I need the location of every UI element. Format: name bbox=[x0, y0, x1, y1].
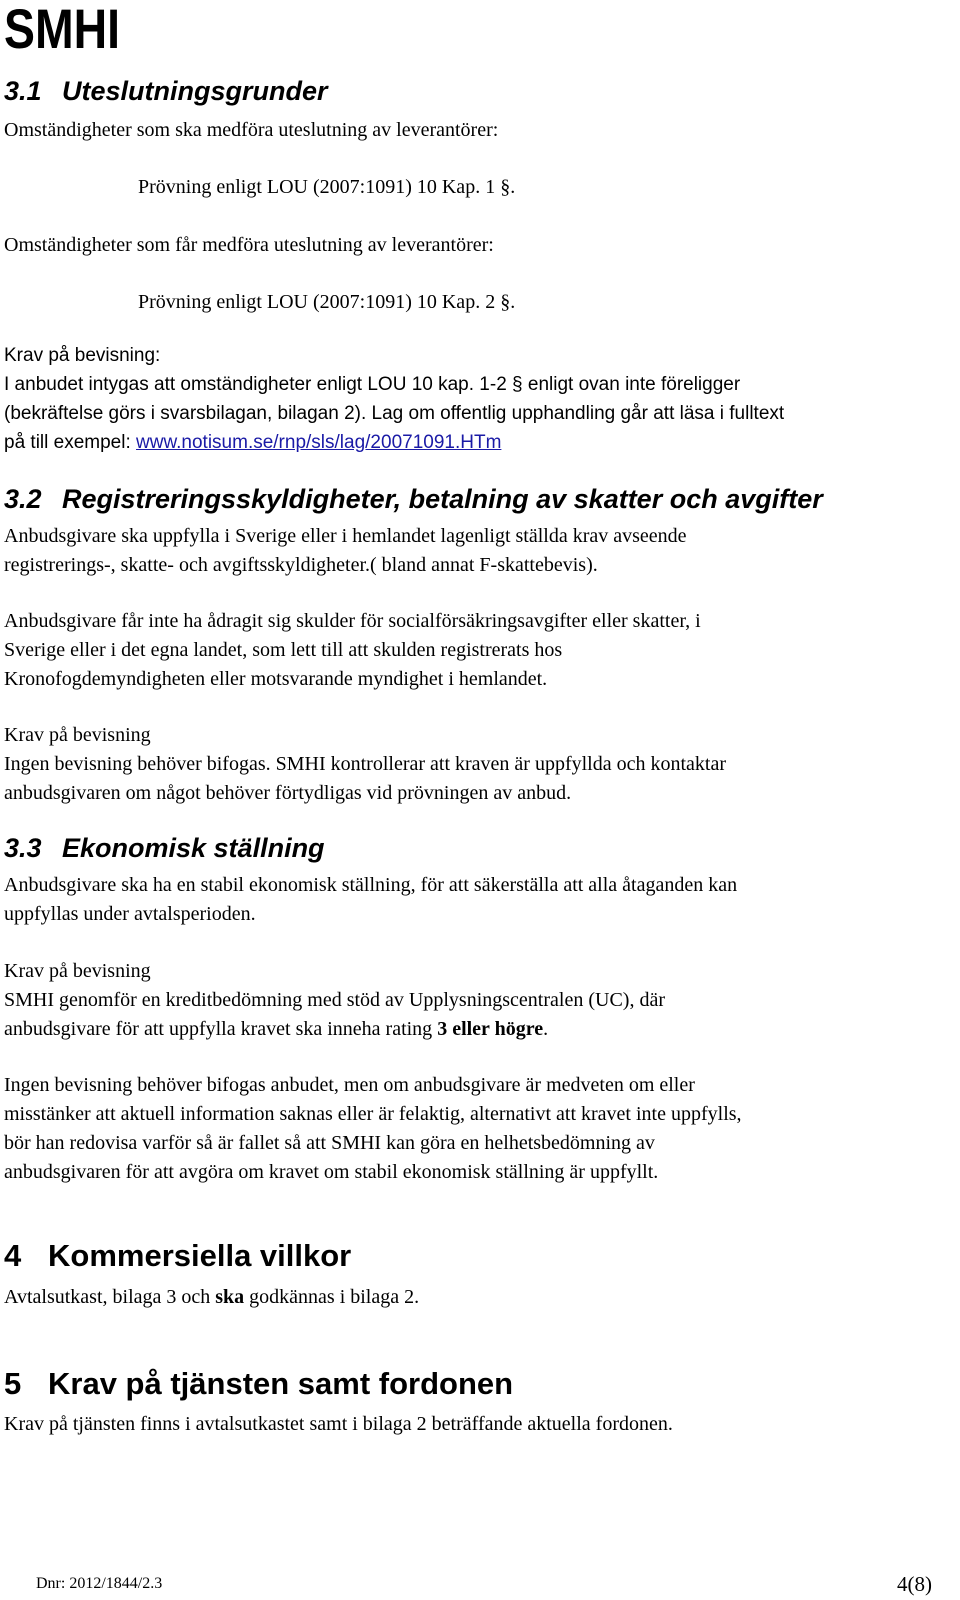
paragraph: Omständigheter som ska medföra uteslutning av leverantörer: bbox=[4, 119, 499, 141]
section-3-2-heading bbox=[4, 482, 823, 516]
krav-label: Krav på bevisning bbox=[4, 960, 151, 982]
section-number: 3.1 bbox=[4, 76, 42, 106]
paragraph-line bbox=[4, 428, 501, 458]
section-title: Ekonomisk ställning bbox=[62, 833, 325, 863]
paragraph-text: godkännas i bilaga 2. bbox=[244, 1286, 420, 1308]
krav-label: Krav på bevisning: bbox=[4, 345, 161, 366]
section-title: Kommersiella villkor bbox=[48, 1238, 352, 1273]
page-number: 4(8) bbox=[897, 1572, 932, 1596]
paragraph-indented: Prövning enligt LOU (2007:1091) 10 Kap. 2 §. bbox=[138, 291, 516, 313]
notisum-link[interactable]: www.notisum.se/rnp/sls/lag/20071091.HTm bbox=[136, 432, 502, 453]
paragraph: Omständigheter som får medföra uteslutning av leverantörer: bbox=[4, 234, 494, 256]
rating-requirement: 3 eller högre bbox=[437, 1018, 544, 1040]
section-title: Registreringsskyldigheter, betalning av skatter och avgifter bbox=[62, 484, 823, 514]
section-3-1-heading bbox=[4, 74, 328, 108]
paragraph-indented: Prövning enligt LOU (2007:1091) 10 Kap. 1 §. bbox=[138, 176, 516, 198]
paragraph-line: I anbudet intygas att omständigheter enligt LOU 10 kap. 1-2 § enligt ovan inte föreligger bbox=[4, 374, 741, 395]
paragraph-text: på till exempel: bbox=[4, 432, 131, 453]
svg-text:SMHI: SMHI bbox=[4, 0, 120, 60]
section-4-heading bbox=[4, 1237, 351, 1275]
paragraph-text: anbudsgivare för att uppfylla kravet ska inneha rating bbox=[4, 1018, 438, 1040]
paragraph-line: Ingen bevisning behöver bifogas. SMHI kontrollerar att kraven är uppfyllda och kontaktar bbox=[4, 753, 727, 775]
section-5-heading bbox=[4, 1365, 513, 1403]
section-title: Uteslutningsgrunder bbox=[62, 76, 328, 106]
paragraph-line: Krav på tjänsten finns i avtalsutkastet samt i bilaga 2 beträffande aktuella fordonen. bbox=[4, 1413, 673, 1435]
section-number: 3.2 bbox=[4, 484, 42, 514]
paragraph-line: anbudsgivaren för att avgöra om kravet om stabil ekonomisk ställning är uppfyllt. bbox=[4, 1161, 659, 1183]
paragraph-line: Anbudsgivare får inte ha ådragit sig skulder för socialförsäkringsavgifter eller skatter, i bbox=[4, 610, 701, 632]
paragraph-line: misstänker att aktuell information saknas eller är felaktig, alternativt att kravet inte uppfylls, bbox=[4, 1103, 742, 1125]
paragraph-line: Kronofogdemyndigheten eller motsvarande myndighet i hemlandet. bbox=[4, 668, 548, 690]
paragraph-line: Sverige eller i det egna landet, som lett till att skulden registrerats hos bbox=[4, 639, 563, 661]
paragraph-line: SMHI genomför en kreditbedömning med stöd av Upplysningscentralen (UC), där bbox=[4, 989, 665, 1011]
krav-label: Krav på bevisning bbox=[4, 724, 151, 746]
emphasis: ska bbox=[215, 1286, 245, 1308]
footer-dnr: Dnr: 2012/1844/2.3 bbox=[36, 1575, 163, 1592]
paragraph-line bbox=[4, 1283, 419, 1312]
paragraph-line: registrerings-, skatte- och avgiftsskyldigheter.( bland annat F-skattebevis). bbox=[4, 554, 598, 576]
paragraph-line: anbudsgivaren om något behöver förtydligas vid prövningen av anbud. bbox=[4, 782, 572, 804]
paragraph-text: . bbox=[543, 1018, 549, 1040]
paragraph-line: (bekräftelse görs i svarsbilagan, bilagan 2). Lag om offentlig upphandling går att läsa i fulltext bbox=[4, 403, 785, 424]
paragraph-line: Ingen bevisning behöver bifogas anbudet, men om anbudsgivare är medveten om eller bbox=[4, 1074, 695, 1096]
section-number: 3.3 bbox=[4, 833, 42, 863]
paragraph-line: bör han redovisa varför så är fallet så att SMHI kan göra en helhetsbedömning av bbox=[4, 1132, 655, 1154]
section-number: 4 bbox=[4, 1238, 22, 1273]
paragraph-line: Anbudsgivare ska ha en stabil ekonomisk ställning, för att säkerställa att alla åtaganden kan bbox=[4, 874, 738, 896]
paragraph-line: Anbudsgivare ska uppfylla i Sverige eller i hemlandet lagenligt ställda krav avseende bbox=[4, 525, 687, 547]
paragraph-text: Avtalsutkast, bilaga 3 och bbox=[4, 1286, 216, 1308]
section-3-3-heading bbox=[4, 831, 325, 865]
smhi-logo bbox=[4, 0, 122, 60]
paragraph-line: uppfyllas under avtalsperioden. bbox=[4, 903, 256, 925]
section-title: Krav på tjänsten samt fordonen bbox=[48, 1366, 514, 1401]
paragraph-line bbox=[4, 1015, 548, 1044]
section-number: 5 bbox=[4, 1366, 22, 1401]
